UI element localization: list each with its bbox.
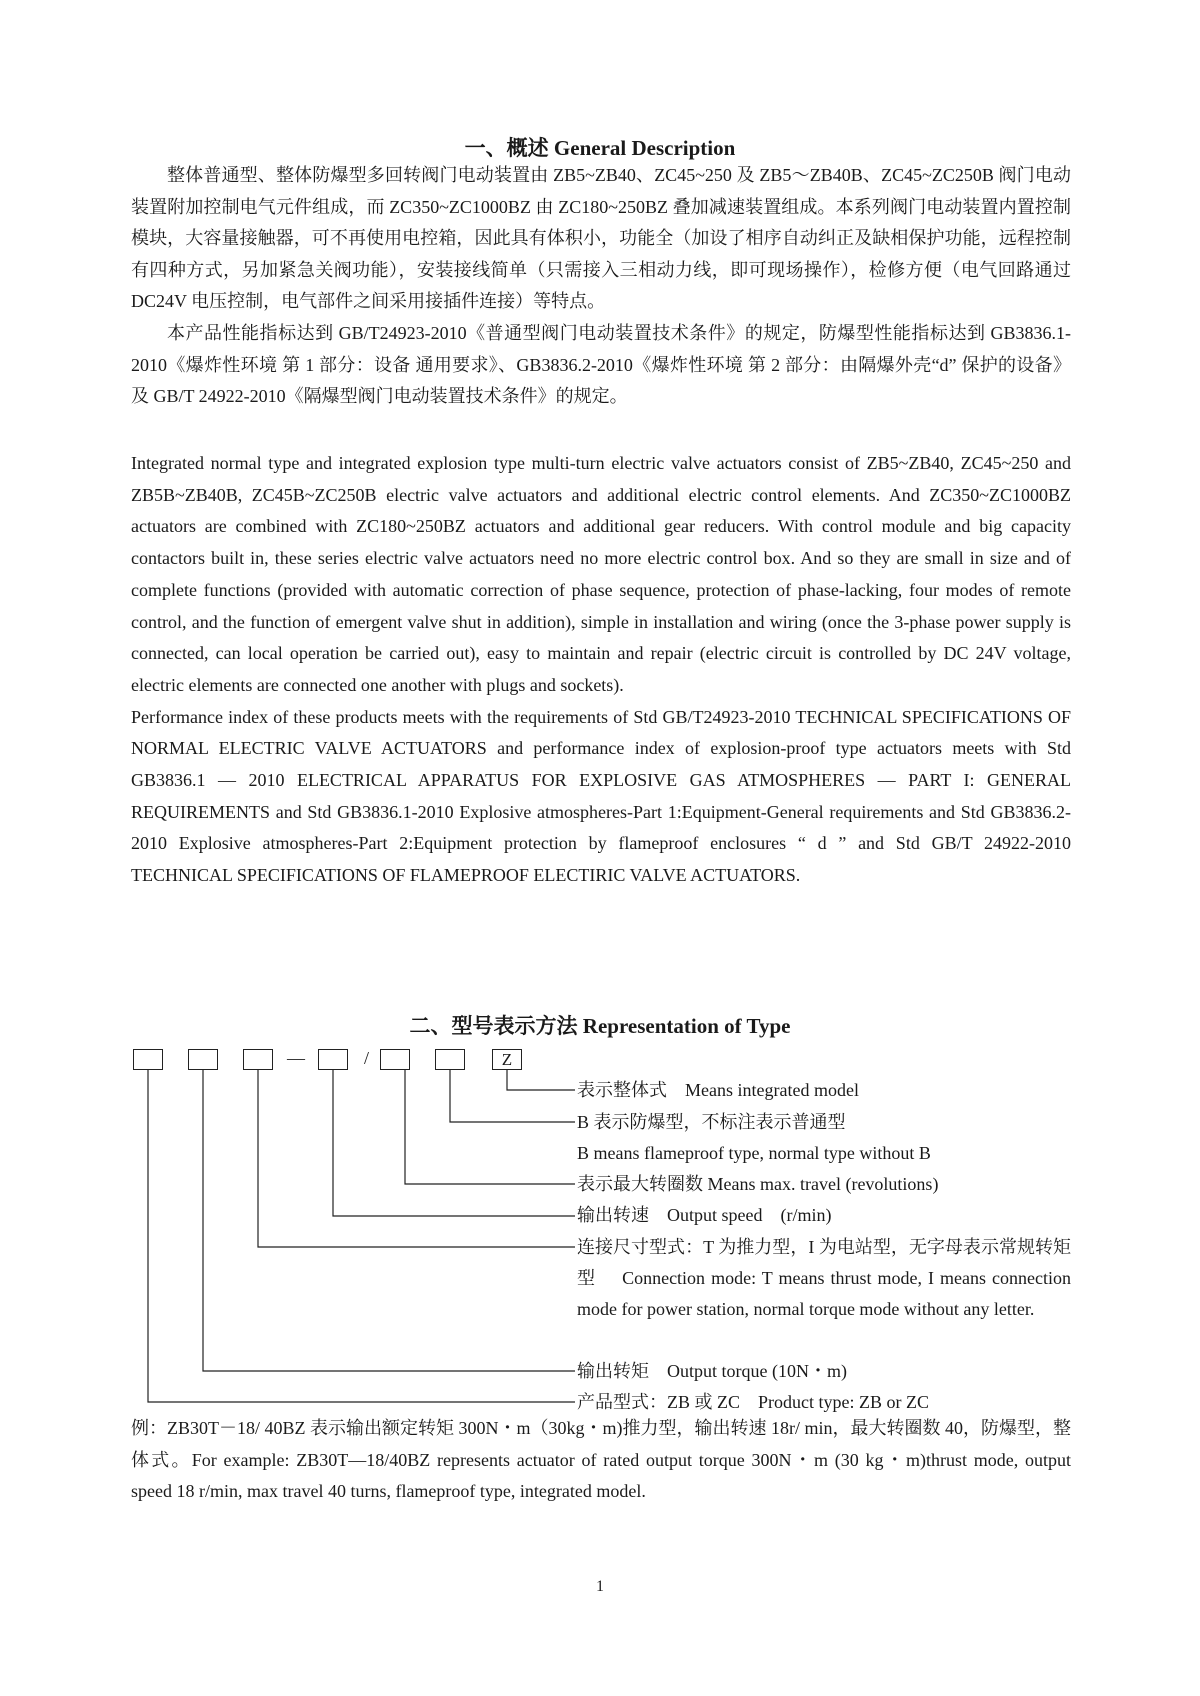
section-title-representation-of-type: 二、型号表示方法 Representation of Type — [409, 1014, 791, 1038]
page-number: 1 — [596, 1578, 604, 1595]
code-box-integrated: Z — [492, 1049, 522, 1070]
type-example-paragraph: 例：ZB30T－18/ 40BZ 表示输出额定转矩 300N・m（30kg・m)推力型，输出转速 18r/ min，最大转圈数 40，防爆型，整体式。For example: ZB30T—18/40BZ represents actuator of rated output torque 300N・m (30 kg・m)thrust mode, output speed 18 r/min, max travel 40 turns, flameproof type, integrated model. — [131, 1418, 1071, 1502]
desc-product-type: 产品型式：ZB 或 ZC Product type: ZB or ZC — [577, 1392, 929, 1412]
leader-line-max-travel — [405, 1070, 575, 1184]
code-slash: / — [364, 1048, 370, 1068]
code-dash: — — [287, 1048, 305, 1068]
desc-max-travel: 表示最大转圈数 Means max. travel (revolutions) — [577, 1174, 939, 1194]
leader-line-product-type — [148, 1070, 575, 1402]
paragraph-cn-standards: 本产品性能指标达到 GB/T24923-2010《普通型阀门电动装置技术条件》的规定，防爆型性能指标达到 GB3836.1-2010《爆炸性环境 第 1 部分：设备 通用要求》、GB3836.2-2010《爆炸性环境 第 2 部分：由隔爆外壳“d” 保护的设备》及 GB/T 24922-2010《隔爆型阀门电动装置技术条件》的规定。 — [131, 322, 1071, 407]
leader-line-integrated — [507, 1070, 575, 1090]
leader-line-output-speed — [333, 1070, 575, 1216]
leader-line-flameproof — [450, 1070, 575, 1122]
leader-line-connection-mode — [258, 1070, 575, 1247]
desc-output-torque: 输出转矩 Output torque (10N・m) — [577, 1361, 847, 1381]
section-title-general-description: 一、概述 General Description — [464, 136, 736, 160]
paragraph-en-overview: Integrated normal type and integrated explosion type multi-turn electric valve actuators consist of ZB5~ZB40, ZC45~250 and ZB5B~ZB40B, ZC45B~ZC250B electric valve actuators and additional electric control elements. And ZC350~ZC1000BZ actuators are combined with ZC180~250BZ actuators and additional gear reducers. With control module and big capacity contactors built in, these series electric valve actuators need no more electric control box. And so they are small in size and of complete functions (provided with automatic correction of phase sequence, protection of phase-lacking, four modes of remote control, and the function of emergent valve shut in addition), simple in installation and wiring (once the 3-phase power supply is connected, can local operation be carried out), easy to maintain and repair (electric circuit is controlled by DC 24V voltage, electric elements are connected one another with plugs and sockets). — [131, 453, 1071, 695]
desc-flameproof-en: B means flameproof type, normal type without B — [577, 1143, 931, 1163]
desc-flameproof-cn: B 表示防爆型，不标注表示普通型 — [577, 1112, 846, 1132]
desc-output-speed: 输出转速 Output speed (r/min) — [577, 1205, 832, 1225]
leader-line-output-torque — [203, 1070, 575, 1371]
desc-connection-mode: 连接尺寸型式：T 为推力型，I 为电站型，无字母表示常规转矩型 Connection mode: T means thrust mode, I means connection mode for power station, normal torque mode without any letter. — [577, 1237, 1071, 1319]
paragraph-cn-overview: 整体普通型、整体防爆型多回转阀门电动装置由 ZB5~ZB40、ZC45~250 及 ZB5～ZB40B、ZC45~ZC250B 阀门电动装置附加控制电气元件组成，而 ZC350~ZC1000BZ 由 ZC180~250BZ 叠加减速装置组成。本系列阀门电动装置内置控制模块，大容量接触器，可不再使用电控箱，因此具有体积小，功能全（加设了相序自动纠正及缺相保护功能，远程控制有四种方式，另加紧急关阀功能），安装接线简单（只需接入三相动力线，即可现场操作），检修方便（电气回路通过 DC24V 电压控制，电气部件之间采用接插件连接）等特点。 — [131, 165, 1071, 312]
desc-integrated: 表示整体式 Means integrated model — [577, 1080, 859, 1100]
paragraph-en-standards: Performance index of these products meets with the requirements of Std GB/T24923-2010 TECHNICAL SPECIFICATIONS OF NORMAL ELECTRIC VALVE ACTUATORS and performance index of explosion-proof type actuators meets with Std GB3836.1 — 2010 ELECTRICAL APPARATUS FOR EXPLOSIVE GAS ATMOSPHERES — PART I: GENERAL REQUIREMENTS and Std GB3836.1-2010 Explosive atmospheres-Part 1:Equipment-General requirements and Std GB3836.2-2010 Explosive atmospheres-Part 2:Equipment protection by flameproof enclosures “ d ” and Std GB/T 24922-2010 TECHNICAL SPECIFICATIONS OF FLAMEPROOF ELECTIRIC VALVE ACTUATORS. — [131, 706, 1071, 886]
